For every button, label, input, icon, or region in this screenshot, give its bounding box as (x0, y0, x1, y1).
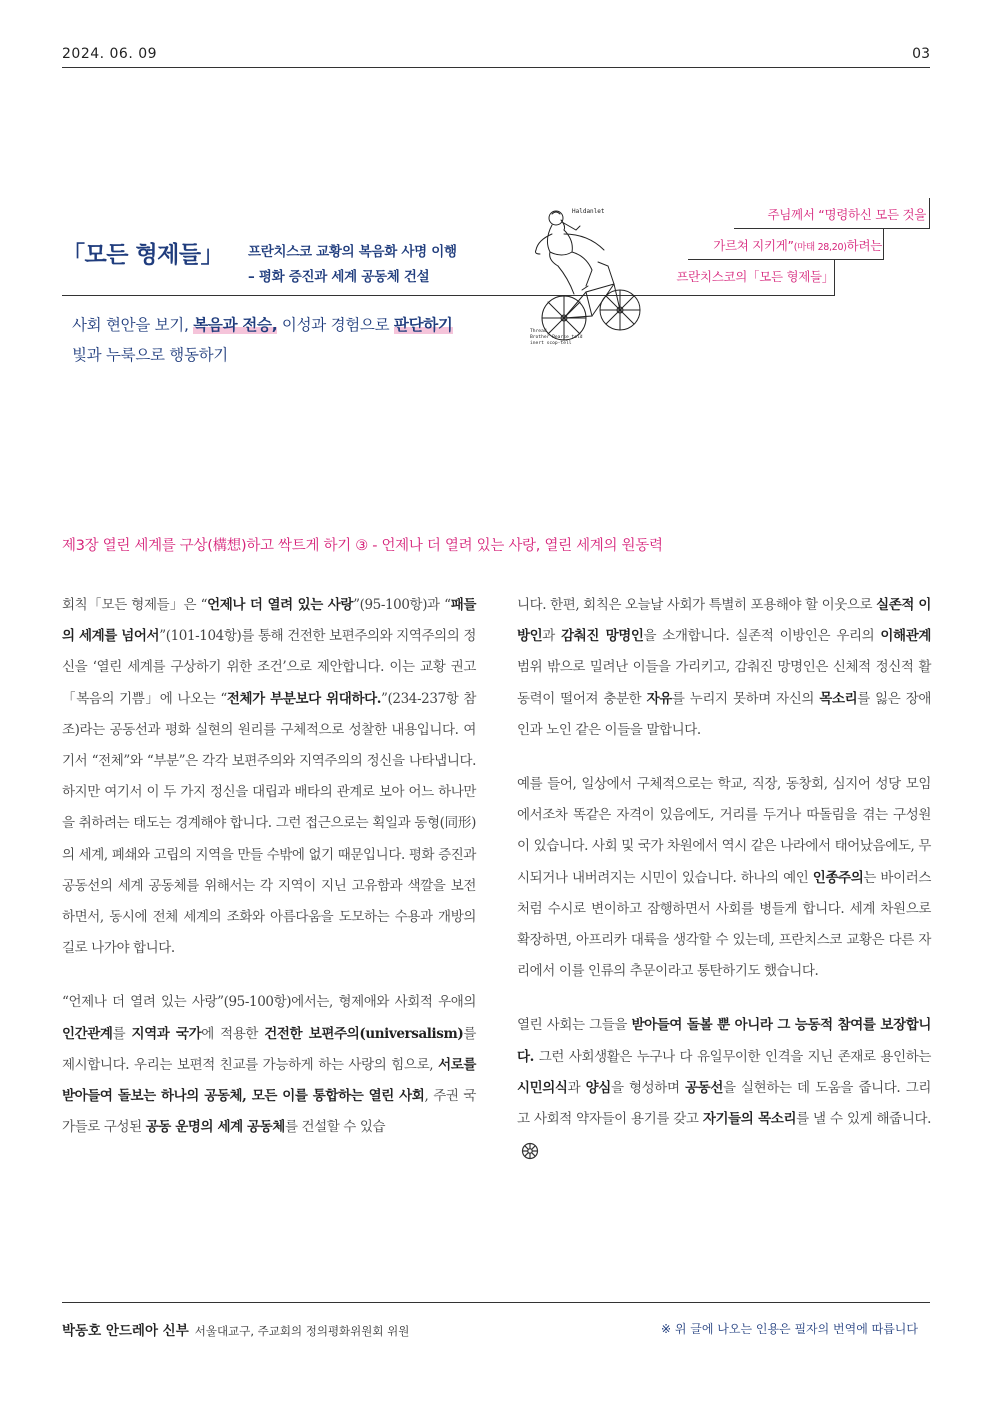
theme-text (72, 310, 453, 370)
series-subtitle (248, 240, 457, 290)
paragraph-2: “언제나 더 열려 있는 사랑”(95-100항)에서는, 형제애와 사회적 우애의 인간관계를 지역과 국가에 적용한 건전한 보편주의(universalism)를 제시합니다. 우리는 보편적 친교를 가능하게 하는 사랑의 힘으로, 서로를 받아들여 돌보는 하나의 공동체, 모든 이를 통합하는 열린 사회, 주권 국가들로 구성된 공동 운명의 세계 공동체를 건설할 수 있습 (62, 994, 476, 1136)
paragraph-5: 열린 사회는 그들을 받아들여 돌볼 뿐 아니라 그 능동적 참여를 보장합니다. 그런 사회생활은 누구나 다 유일무이한 인격을 지닌 존재로 용인하는 시민의식과 양심을 형성하며 공동선을 실현하는 데 도움을 줍니다. 그리고 사회적 약자들이 용기를 갖고 자기들의 목소리를 낼 수 있게 해줍니다. (517, 1010, 931, 1166)
theme-reason: 이성과 경험으로 (277, 316, 394, 334)
illustration-label: Haldanlet (572, 208, 605, 215)
quote-step-line-1 (734, 228, 930, 229)
page-number: 03 (912, 46, 930, 62)
quote-command: 가르쳐 지키게” (713, 238, 794, 253)
theme-judge-highlight: 판단하기 (393, 316, 453, 334)
series-subtitle-line-1: 프란치스코 교황의 복음화 사명 이행 (248, 244, 457, 260)
theme-see: 사회 현안을 보기, (72, 316, 194, 334)
quote-step-riser-1 (929, 198, 930, 229)
author-name: 박동호 안드레아 신부 (62, 1323, 189, 1339)
theme-gospel-highlight: 복음과 전승, (193, 316, 278, 334)
theme-line-1 (72, 310, 453, 340)
series-title: 「모든 형제들」 (62, 242, 224, 268)
cyclist-illustration (528, 200, 646, 350)
right-column (517, 590, 931, 1189)
illustration-caption-2: Brother Pearse told (530, 335, 583, 340)
issue-date: 2024. 06. 09 (62, 46, 158, 62)
quote-line-2 (713, 236, 882, 254)
quote-step-line-2 (688, 259, 884, 260)
translation-note: ※ 위 글에 나오는 인용은 필자의 번역에 따릅니다 (660, 1322, 918, 1336)
quote-line-3: 프란치스코의「모든 형제들」 (676, 269, 834, 284)
header-divider (62, 67, 930, 68)
chapter-heading: 제3장 열린 세계를 구상(構想)하고 싹트게 하기 ③ - 언제나 더 열려 있는 사랑, 열린 세계의 원동력 (62, 538, 663, 554)
quote-step-riser-2 (883, 228, 884, 260)
quote-to-do: 하려는 (846, 238, 882, 253)
paragraph-3: 니다. 한편, 회칙은 오늘날 사회가 특별히 포용해야 할 이웃으로 실존적 이방인과 감춰진 망명인을 소개합니다. 실존적 이방인은 우리의 이해관계 범위 밖으로 밀려난 이들을 가리키고, 감춰진 망명인은 신체적 정신적 활동력이 떨어져 충분한 자유를 누리지 못하며 자신의 목소리를 잃은 장애인과 노인 같은 이들을 말합니다. (517, 597, 931, 738)
dharma-wheel-end-icon (521, 1142, 539, 1160)
illustration-caption-1: Thread (530, 329, 547, 334)
quote-step-riser-3 (834, 259, 835, 296)
quote-reference: (마태 28,20) (793, 242, 847, 253)
illustration-caption-3: inert scop-tell (530, 341, 572, 346)
theme-line-2: 빛과 누룩으로 행동하기 (72, 346, 228, 364)
footer-divider (62, 1302, 930, 1303)
author-byline (62, 1319, 409, 1339)
paragraph-1: 회칙「모든 형제들」은 “언제나 더 열려 있는 사랑”(95-100항)과 “패들의 세계를 넘어서”(101-104항)를 통해 건전한 보편주의와 지역주의의 정신을 ‘열린 세계를 구상하기 위한 조건’으로 제안합니다. 이는 교황 권고「복음의 기쁨」에 나오는 “전체가 부분보다 위대하다.”(234-237항 참조)라는 공동선과 평화 실현의 원리를 구체적으로 성찰한 내용입니다. 여기서 “전체”와 “부분”은 각각 보편주의와 지역주의의 정신을 나타냅니다. 하지만 여기서 이 두 가지 정신을 대립과 배타의 관계로 보아 어느 하나만을 취하려는 태도는 경계해야 합니다. 그런 접근으로는 획일과 동형(同形)의 세계, 폐쇄와 고립의 지역을 만들 수밖에 없기 때문입니다. 평화 증진과 공동선의 세계 공동체를 위해서는 각 지역이 지닌 고유함과 색깔을 보전하면서, 동시에 전체 세계의 조화와 아름다움을 도모하는 수용과 개방의 길로 나가야 합니다. (62, 597, 476, 957)
series-subtitle-line-2: – 평화 증진과 세계 공동체 건설 (248, 269, 430, 285)
title-divider (62, 295, 834, 296)
quote-line-1: 주님께서 “명령하신 모든 것을 (767, 207, 926, 222)
left-column (62, 590, 476, 1166)
paragraph-4: 예를 들어, 일상에서 구체적으로는 학교, 직장, 동창회, 심지어 성당 모임에서조차 똑같은 자격이 있음에도, 거리를 두거나 따돌림을 겪는 구성원이 있습니다. 사회 및 국가 차원에서 역시 같은 나라에서 태어났음에도, 무시되거나 내버려지는 시민이 있습니다. 하나의 예인 인종주의는 바이러스처럼 수시로 변이하고 잠행하면서 사회를 병들게 합니다. 세계 차원으로 확장하면, 아프리카 대륙을 생각할 수 있는데, 프란치스코 교황은 다른 자리에서 이를 인류의 추문이라고 통탄하기도 했습니다. (517, 776, 931, 980)
author-affiliation: 서울대교구, 주교회의 정의평화위원회 위원 (194, 1324, 410, 1338)
